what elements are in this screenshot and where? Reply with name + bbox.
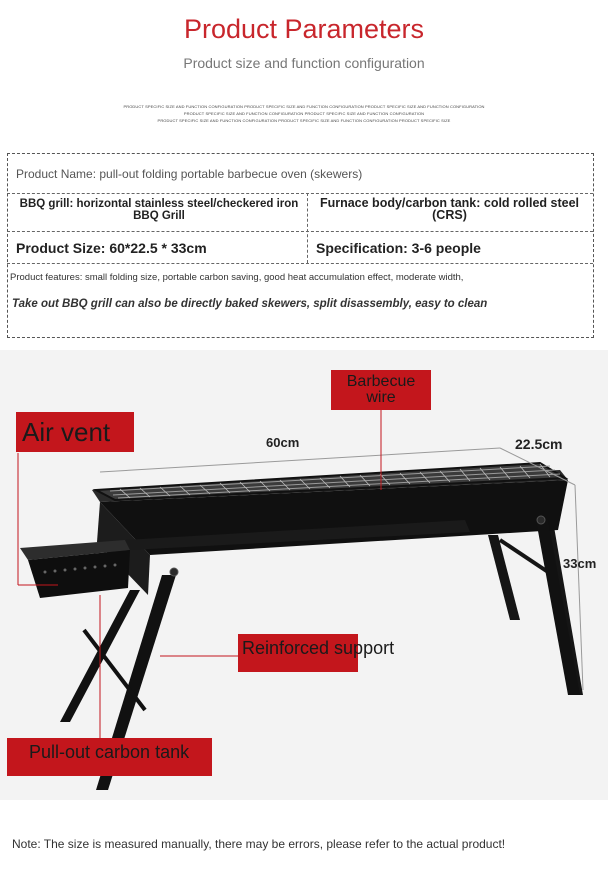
table-divider xyxy=(7,263,593,264)
page-subtitle: Product size and function configuration xyxy=(183,55,425,71)
table-column-divider xyxy=(307,193,308,263)
measurement-note: Note: The size is measured manually, there may be errors, please refer to the actual product! xyxy=(12,837,506,851)
bbq-grill-spec: BBQ grill: horizontal stainless steel/checkered iron BBQ Grill xyxy=(19,198,299,222)
specification: Specification: 3-6 people xyxy=(316,240,481,256)
page-title: Product Parameters xyxy=(183,14,425,44)
table-divider xyxy=(7,193,593,194)
barbecue-wire-label: Barbecue wire xyxy=(331,370,431,410)
reinforced-support-label: Reinforced support xyxy=(238,634,358,672)
air-vent-label: Air vent xyxy=(16,412,134,452)
furnace-spec: Furnace body/carbon tank: cold rolled steel (CRS) xyxy=(319,196,580,222)
product-features-continued: Take out BBQ grill can also be directly baked skewers, split disassembly, easy to clean xyxy=(12,298,488,310)
fine-print-line-3: PRODUCT SPECIFIC SIZE AND FUNCTION CONFIGURATION PRODUCT SPECIFIC SIZE AND FUNCTION CONFIGURATION PRODUCT SPECIFIC SIZE xyxy=(157,118,451,123)
product-diagram xyxy=(0,350,608,800)
width-dimension: 22.5cm xyxy=(515,436,563,452)
product-size: Product Size: 60*22.5 * 33cm xyxy=(16,240,207,256)
table-divider xyxy=(7,231,593,232)
product-features: Product features: small folding size, portable carbon saving, good heat accumulation effect, moderate width, xyxy=(10,272,464,283)
height-dimension: 33cm xyxy=(563,556,597,571)
pull-out-tank-label: Pull-out carbon tank xyxy=(7,738,212,776)
product-name: Product Name: pull-out folding portable barbecue oven (skewers) xyxy=(16,167,363,181)
length-dimension: 60cm xyxy=(266,435,300,450)
fine-print-line-1: PRODUCT SPECIFIC SIZE AND FUNCTION CONFIGURATION PRODUCT SPECIFIC SIZE AND FUNCTION CONFIGURATION PRODUCT SPECIFIC SIZE AND FUNCTION CONFIGURATION xyxy=(123,104,485,109)
fine-print-line-2: PRODUCT SPECIFIC SIZE AND FUNCTION CONFIGURATION PRODUCT SPECIFIC SIZE AND FUNCTION CONFIGURATION xyxy=(183,111,425,116)
